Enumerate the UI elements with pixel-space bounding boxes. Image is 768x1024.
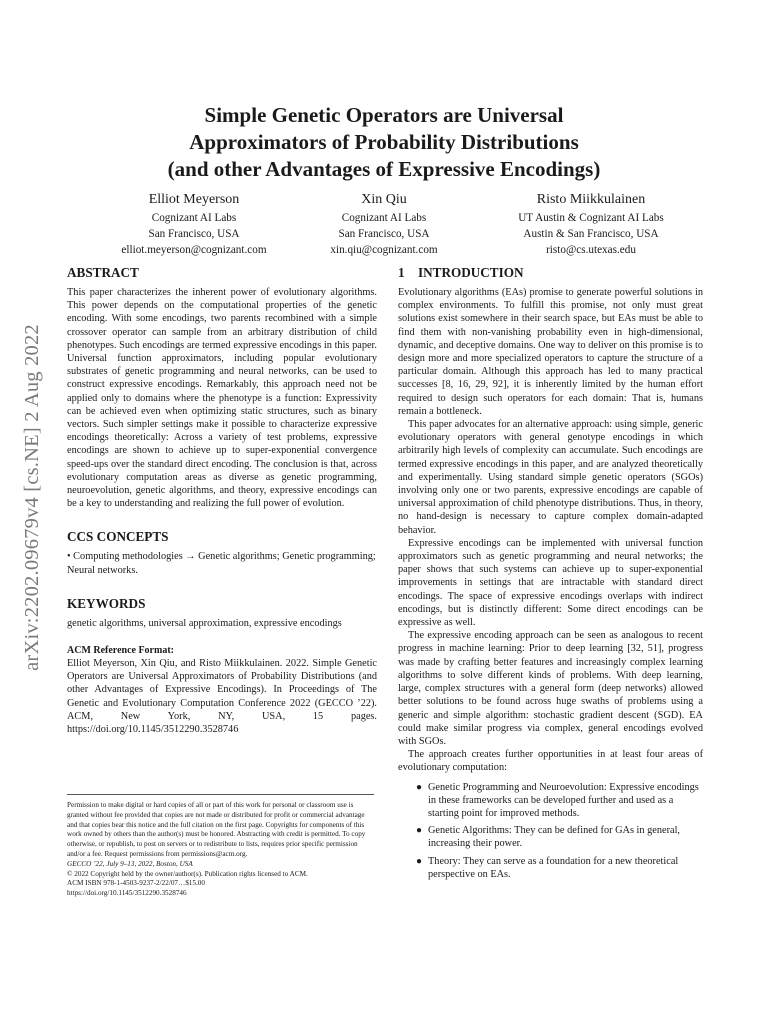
intro-paragraph: Evolutionary algorithms (EAs) promise to generate powerful solutions in complex environments. To fulfill this promise, not only must great solutions exist somewhere in their search space, but EAs must be able to find them with non-vanishing probability even in high-dimensional, dynamic, and deceptive domains. One way to deliver on this promise is to design more and more specialized operators to capture the structure of a particular domain. Although this approach has led to many practical successes [8, 16, 29, 92], it is inherently limited by the human effort required to design such operators for each domain: That is, humans remain a bottleneck. xyxy=(398,287,703,417)
introduction-heading xyxy=(398,264,703,282)
author-name: Risto Miikkulainen xyxy=(536,192,646,207)
list-item xyxy=(416,781,703,821)
bullet-icon: ● xyxy=(416,855,423,867)
keywords-heading: KEYWORDS xyxy=(67,595,146,611)
conference-line: GECCO ’22, July 9–13, 2022, Boston, USA xyxy=(67,859,193,868)
arxiv-identifier xyxy=(10,270,54,725)
author-location: Austin & San Francisco, USA xyxy=(523,228,659,240)
ccs-text: • Computing methodologies → Genetic algorithms; Genetic programming; Neural networks. xyxy=(67,551,376,576)
bullet-text: Genetic Programming and Neuroevolution: Expressive encodings in these frameworks can be developed further and used as a starting point for improved methods. xyxy=(428,781,699,819)
bullet-icon: ● xyxy=(416,781,423,793)
keywords-text: genetic algorithms, universal approximation, expressive encodings xyxy=(67,617,342,629)
author-name: Elliot Meyerson xyxy=(148,192,240,207)
intro-paragraph: The expressive encoding approach can be seen as analogous to recent progress in machine learning: Prior to deep learning [32, 51], progress was made by crafting better features and increasingly complex learning algorithms to solve different kinds of problems. With deep learning, large, complex structures with a general form (deep networks) allowed better solutions to be found across huge swaths of problems using a generic and simple algorithm: stochastic gradient descent (SGD). EA could make similar progress via complex, general encodings evolved with SGOs. xyxy=(398,630,703,747)
title-line: (and other Advantages of Expressive Encodings) xyxy=(167,157,601,181)
isbn-line: ACM ISBN 978-1-4503-9237-2/22/07…$15.00 xyxy=(67,879,205,888)
author-affiliation: Cognizant AI Labs xyxy=(151,212,237,224)
author-3 xyxy=(471,190,711,258)
author-email[interactable]: risto@cs.utexas.edu xyxy=(546,244,636,256)
permission-footnote xyxy=(67,794,374,899)
abstract-heading: ABSTRACT xyxy=(67,265,139,280)
author-email[interactable]: xin.qiu@cognizant.com xyxy=(330,244,438,256)
author-location: San Francisco, USA xyxy=(338,228,430,240)
author-2 xyxy=(264,190,504,258)
list-item xyxy=(416,855,703,881)
bullet-text: Genetic Algorithms: They can be defined for GAs in general, increasing their power. xyxy=(428,825,681,850)
list-item xyxy=(416,824,703,850)
footnote-divider xyxy=(67,794,374,795)
intro-bullet-list xyxy=(398,781,703,881)
paper-title xyxy=(0,102,768,183)
intro-paragraph: The approach creates further opportunities in at least four areas of evolutionary computation: xyxy=(398,749,703,774)
author-affiliation: Cognizant AI Labs xyxy=(341,212,427,224)
abstract-text: This paper characterizes the inherent power of evolutionary algorithms. This power depends on the computational properties of the genetic encoding. With some encodings, two parents recombined with a simple crossover operator can sample from an arbitrary distribution of child phenotypes. Such encodings are termed expressive encodings in this paper. Universal function approximators, including popular evolutionary substrates of genetic programming and neural networks, can be used to construct expressive encodings. Remarkably, this approach need not be applied only to domains where the phenotype is a function: Expressivity can be achieved even when optimizing static structures, such as binary vectors. Such simpler settings make it possible to characterize expressive encodings theoretically: Across a variety of test problems, expressive encodings are shown to achieve up to super-exponential convergence speed-ups over the standard direct encoding. The conclusion is that, across evolutionary computation areas as diverse as genetic programming, neuroevolution, genetic algorithms, and theory, expressive encodings can be a key to understanding and realizing the full power of evolution. xyxy=(67,287,377,510)
bullet-icon: ● xyxy=(416,825,423,837)
intro-paragraph: This paper advocates for an alternative approach: using simple, generic evolutionary operators with general genotype encodings in which arbitrarily high levels of complexity can accumulate. Such encodings are termed expressive encodings in this paper, and are analyzed theoretically and experimentally. Using standard simple genetic operators (SGOs) involving only one or two parents, expressive encodings are capable of universal approximation of child phenotype distributions. Thus, in theory, no hand-design is necessary to capture complex domain-adapted behavior. xyxy=(398,419,703,536)
acm-reference-text: Elliot Meyerson, Xin Qiu, and Risto Miikkulainen. 2022. Simple Genetic Operators are Universal Approximators of Probability Distributions (and other Advantages of Expressive Encodings). In Proceedings of The Genetic and Evolutionary Computation Conference 2022 (GECCO ’22). ACM, New York, NY, USA, 15 pages. https://doi.org/10.1145/3512290.3528746 xyxy=(67,658,377,736)
bullet-text: Theory: They can serve as a foundation for a new theoretical perspective on EAs. xyxy=(428,855,679,880)
doi-link[interactable]: https://doi.org/10.1145/3512290.3528746 xyxy=(67,889,187,898)
left-column xyxy=(67,264,377,736)
permission-text: Permission to make digital or hard copies of all or part of this work for personal or classroom use is granted without fee provided that copies are not made or distributed for profit or commercial advantage and that copies bear this notice and the full citation on the first page. Copyrights for components of this work owned by others than the author(s) must be honored. Abstracting with credit is permitted. To copy otherwise, or republish, to post on servers or to redistribute to lists, requires prior specific permission and/or a fee. Request permissions from permissions@acm.org. xyxy=(67,801,366,858)
ccs-heading: CCS CONCEPTS xyxy=(67,529,169,545)
right-column xyxy=(398,264,703,885)
title-line: Simple Genetic Operators are Universal xyxy=(204,103,564,127)
author-affiliation: UT Austin & Cognizant AI Labs xyxy=(518,212,664,224)
author-email[interactable]: elliot.meyerson@cognizant.com xyxy=(121,244,267,256)
author-name: Xin Qiu xyxy=(361,192,407,207)
intro-paragraph: Expressive encodings can be implemented with universal function approximators such as genetic programming and neural networks; the paper shows that such systems can achieve up to super-exponential improvements in settings that are intractable with standard direct encodings. The space of expressive encodings overlaps with indirect encodings, but is distinctly different: Some direct encodings can be expressive as well. xyxy=(398,537,703,629)
title-line: Approximators of Probability Distributions xyxy=(189,130,579,154)
section-title: INTRODUCTION xyxy=(418,265,524,280)
copyright-line: © 2022 Copyright held by the owner/author(s). Publication rights licensed to ACM. xyxy=(67,869,308,878)
arxiv-identifier-text: arXiv:2202.09679v4 [cs.NE] 2 Aug 2022 xyxy=(20,324,43,671)
section-number: 1 xyxy=(398,265,405,280)
acm-reference-label: ACM Reference Format: xyxy=(67,645,174,657)
author-location: San Francisco, USA xyxy=(148,228,240,240)
